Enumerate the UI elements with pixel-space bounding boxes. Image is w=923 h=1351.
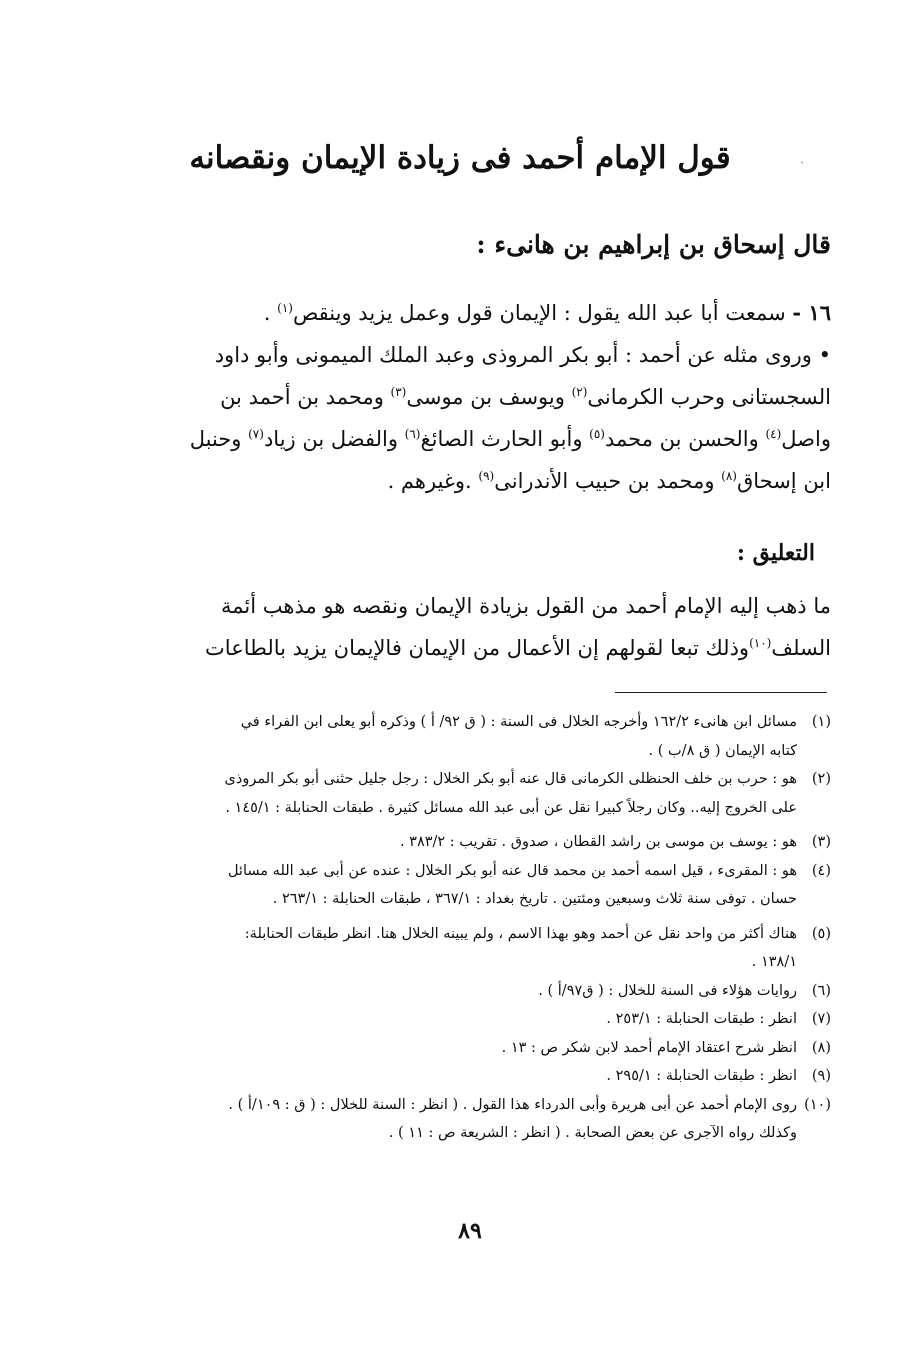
page-title: قول الإمام أحمد فى زيادة الإيمان ونقصانه [189,140,731,176]
footnote [131,857,831,914]
footnote-line: هو : المقرىء ، قيل اسمه أحمد بن محمد قال عنه أبو بكر الخلال : عنده عن أبى عبد الله مسائل [227,862,797,879]
footnote [131,1062,831,1091]
footnote-number: (٢) [811,771,831,787]
footnote-text [131,977,797,1006]
footnote-ref: (٣) [390,385,407,399]
footnote-line: انظر : طبقات الحنابلة : ٢٥٣/١ . [606,1011,797,1027]
footnote-text [131,857,797,914]
text-run: ومحمد بن حبيب الأندرانى [494,469,722,493]
footnote-number: (٨) [811,1039,831,1056]
footnote-text [131,765,797,822]
footnote [131,708,831,765]
footnote-line: وكذلك رواه الآجرى عن بعض الصحابة . ( انظر : الشريعة ص : ١١ ) . [388,1125,797,1141]
footnote-number: (٤) [811,862,831,879]
text-run: وذلك تبعا لقولهم إن الأعمال من الإيمان فالإيمان يزيد بالطاعات [205,636,750,660]
footnote-divider [615,692,827,693]
text-run: ومحمد بن أحمد بن [220,385,391,409]
hadith-text-end: . [263,301,278,325]
margin-mark: ˎ [800,150,804,164]
footnote-line: كتابه الإيمان ( ق ٨/ب ) . [648,742,797,759]
footnote-number: (١) [811,714,831,730]
footnote-text [131,828,797,857]
text-run: السجستانى وحرب الكرمانى [587,385,831,409]
footnote-line: مسائل ابن هانىء ١٦٢/٢ وأخرجه الخلال فى السنة : ( ق ٩٢/ أ ) وذكره أبو يعلى ابن الفراء في [240,714,797,730]
text-run: وحنبل [189,427,249,451]
hadith-paragraph [131,292,831,502]
footnote-ref: (٩) [478,469,495,483]
text-run: والحسن بن محمد [604,427,766,451]
footnote [131,828,831,857]
footnote-number: (٦) [811,982,831,999]
text-run: وأبو الحارث الصائغ [420,427,590,451]
footnote-text [131,708,797,765]
footnote [131,920,831,977]
footnote-text [131,1091,797,1148]
footnote [131,765,831,822]
footnote-text [131,1062,797,1091]
hadith-line-1 [131,292,831,334]
text-run: واصل [781,427,831,451]
footnote [131,977,831,1006]
narrator-heading: قال إسحاق بن إبراهيم بن هانىء : [476,230,831,259]
footnote-ref: (٦) [404,427,421,441]
commentary-line-1: ما ذهب إليه الإمام أحمد من القول بزيادة الإيمان ونقصه هو مذهب أئمة [221,594,831,618]
footnote-number: (٣) [811,834,831,850]
footnote-line: هناك أكثر من واحد نقل عن أحمد وهو بهذا الاسم ، ولم يبينه الخلال هنا. انظر طبقات الحنابلة: [244,925,797,942]
footnote-number: (٥) [811,925,831,942]
footnotes [131,708,831,1148]
footnote-line: حسان . توفى سنة ثلاث وسبعين ومئتين . تاريخ بغداد : ٣٦٧/١ ، طبقات الحنابلة : ٢٦٣/١ . [272,891,797,907]
footnote-line: انظر : طبقات الحنابلة : ٢٩٥/١ . [606,1068,797,1084]
hadith-line-5 [131,460,831,502]
footnote-text [131,1005,797,1034]
footnote-ref: (٢) [571,385,588,399]
footnote [131,1034,831,1063]
hadith-text: سمعت أبا عبد الله يقول : الإيمان قول وعمل يزيد وينقص [292,301,786,325]
footnote-ref: (١) [277,301,293,315]
footnote-number: (١٠) [804,1096,831,1113]
text-run: والفضل بن زياد [263,427,405,451]
commentary-heading: التعليق : [736,540,815,566]
text-run: ابن إسحاق [736,469,831,493]
footnote [131,1091,831,1148]
footnote-ref: (٥) [589,427,605,441]
footnote-text [131,920,797,977]
commentary-paragraph [131,585,831,669]
text-run: ويوسف بن موسى [406,385,572,409]
footnote-line: روى الإمام أحمد عن أبى هريرة وأبى الدرداء هذا القول . ( انظر : السنة للخلال : ( ق : ١٠٩/أ ) . [228,1096,797,1113]
footnote-number: (٩) [811,1068,831,1084]
commentary-line-2 [131,627,831,669]
footnote-line: روايات هؤلاء فى السنة للخلال : ( ق٩٧/أ ) . [538,982,797,999]
text-run: السلف [771,636,831,660]
hadith-number: ١٦ - [792,300,831,325]
footnote-line: انظر شرح اعتقاد الإمام أحمد لابن شكر ص : ١٣ . [501,1039,797,1056]
footnote-ref: (٧) [248,427,264,441]
footnote-line: ١٣٨/١ . [751,954,797,970]
footnote-ref: (٤) [765,427,782,441]
footnote-line: هو : يوسف بن موسى بن راشد القطان ، صدوق . تقريب : ٣٨٣/٢ . [399,834,797,850]
hadith-line-2: • وروى مثله عن أحمد : أبو بكر المروذى وعبد الملك الميمونى وأبو داود [214,343,831,367]
text-run: .وغيرهم . [387,469,479,493]
hadith-line-3 [131,376,831,418]
footnote [131,1005,831,1034]
footnote-line: هو : حرب بن خلف الحنظلى الكرمانى قال عنه أبو بكر الخلال : رجل جليل حثنى أبو بكر المروذى [224,771,797,787]
hadith-line-4 [131,418,831,460]
footnote-number: (٧) [811,1011,831,1027]
page-number: ٨٩ [458,1218,482,1244]
footnote-ref: (١٠) [749,636,772,650]
footnote-text [131,1034,797,1063]
footnote-line: على الخروج إليه.. وكان رجلاً كبيرا نقل عن أبى عبد الله مسائل كثيرة . طبقات الحنابلة : ١٤٥/١ . [225,799,797,816]
footnote-ref: (٨) [721,469,737,483]
